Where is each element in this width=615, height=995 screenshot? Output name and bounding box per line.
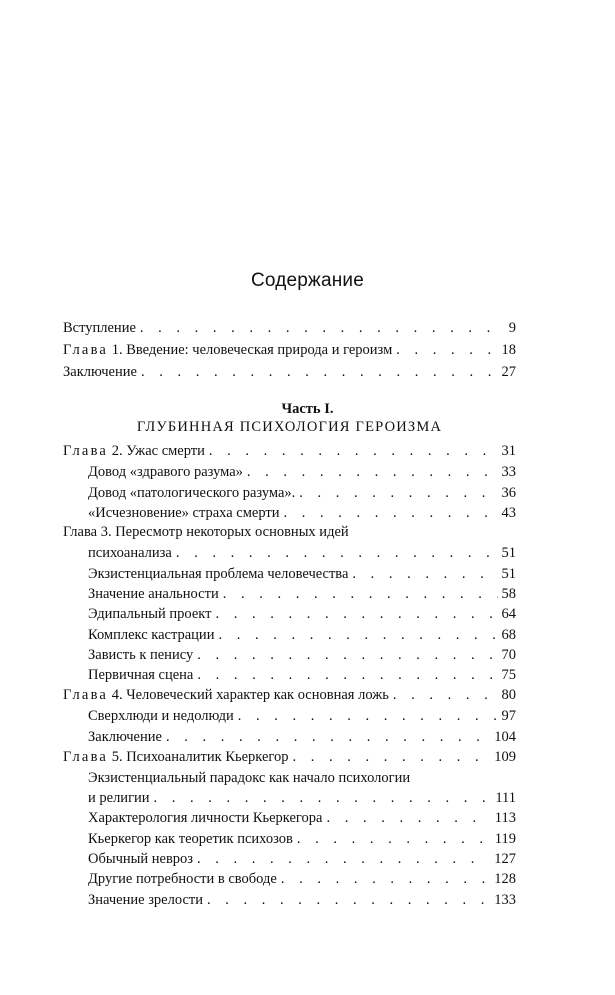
toc-entry-section[interactable] (88, 503, 516, 523)
toc-entry-section[interactable] (88, 808, 516, 828)
toc-entry-page: 27 (501, 364, 516, 380)
chapter-title: 4. Человеческий характер как основная ложь (108, 687, 389, 703)
toc-entry-label (63, 441, 205, 461)
leader-dots (176, 543, 498, 563)
chapter-prefix: Глава (63, 524, 98, 540)
toc-entry-section[interactable] (88, 665, 516, 685)
leader-dots (299, 483, 497, 503)
toc-entry-label: Кьеркегор как теоретик психозов (88, 831, 293, 847)
toc-entry-section[interactable] (88, 829, 516, 849)
toc-entry-page: 31 (501, 443, 516, 459)
toc-entry-page: 128 (494, 871, 516, 887)
toc-entry-page: 104 (494, 729, 516, 745)
leader-dots (140, 318, 505, 338)
chapter-title: 3. Пересмотр некоторых основных идей (97, 524, 349, 540)
toc-entry-page: 75 (501, 667, 516, 683)
toc-entry-page: 109 (494, 749, 516, 765)
leader-dots (396, 340, 497, 360)
toc-entry-label: Значение зрелости (88, 892, 203, 908)
toc-entry-page: 18 (501, 342, 516, 358)
leader-dots (197, 665, 497, 685)
toc-entry-intro[interactable] (63, 318, 516, 338)
toc-entry-label (63, 340, 392, 360)
toc-entry-label: «Исчезновение» страха смерти (88, 505, 280, 521)
leader-dots (209, 441, 498, 461)
toc-entry-label: и религии (88, 790, 150, 806)
toc-entry-chapter-4[interactable] (63, 685, 516, 705)
toc-entry-section[interactable] (88, 462, 516, 482)
toc-entry-page: 51 (501, 566, 516, 582)
toc-entry-page: 51 (501, 545, 516, 561)
toc-entry-label: Зависть к пенису (88, 647, 194, 663)
toc-entry-chapter-3-continuation[interactable] (88, 543, 516, 563)
toc-entry-conclusion[interactable] (63, 362, 516, 382)
leader-dots (247, 462, 498, 482)
toc-entry-label: Заключение (63, 364, 137, 380)
toc-entry-section[interactable] (88, 706, 516, 726)
toc-entry-label: Значение анальности (88, 586, 219, 602)
toc-entry-section[interactable] (88, 584, 516, 604)
toc-entry-label (63, 747, 289, 767)
toc-entry-label: Обычный невроз (88, 851, 194, 867)
chapter-title: 1. Введение: человеческая природа и героизм (108, 342, 393, 358)
toc-entry-label: психоанализа (88, 545, 172, 561)
toc-entry-page: 43 (501, 505, 516, 521)
page-title: Содержание (250, 270, 365, 291)
toc-entry-section-continuation[interactable] (88, 788, 516, 808)
toc-entry-section[interactable] (88, 890, 516, 910)
chapter-prefix: Глава (63, 749, 109, 765)
leader-dots (293, 747, 491, 767)
leader-dots (223, 584, 498, 604)
toc-entry-label: Характерология личности Кьеркегора (88, 810, 323, 826)
leader-dots (284, 503, 498, 523)
leader-dots (352, 564, 497, 584)
toc-entry-page: 133 (494, 892, 516, 908)
leader-dots (215, 604, 497, 624)
toc-entry-chapter-3[interactable] (63, 522, 516, 542)
toc-entry-section[interactable] (88, 869, 516, 889)
leader-dots (154, 788, 492, 808)
toc-entry-section[interactable] (88, 564, 516, 584)
leader-dots (218, 625, 497, 645)
chapter-prefix: Глава (63, 443, 109, 459)
part-title: ГЛУБИННАЯ ПСИХОЛОГИЯ ГЕРОИЗМА (136, 419, 443, 435)
toc-entry-page: 68 (501, 627, 516, 643)
leader-dots (393, 685, 498, 705)
chapter-prefix: Глава (63, 687, 109, 703)
toc-entry-section[interactable] (88, 604, 516, 624)
leader-dots (326, 808, 490, 828)
toc-entry-page: 111 (495, 790, 516, 806)
toc-entry-chapter-1[interactable] (63, 340, 516, 360)
leader-dots (166, 727, 490, 747)
toc-entry-label: Сверхлюди и недолюди (88, 708, 234, 724)
toc-entry-section[interactable] (88, 625, 516, 645)
toc-entry-section[interactable] (88, 645, 516, 665)
toc-entry-section[interactable] (88, 768, 516, 788)
leader-dots (238, 706, 498, 726)
leader-dots (207, 890, 490, 910)
toc-entry-page: 9 (508, 320, 516, 336)
toc-entry-label: Комплекс кастрации (88, 627, 215, 643)
toc-entry-label: Экзистенциальный парадокс как начало психологии (88, 770, 411, 786)
toc-entry-section[interactable] (88, 727, 516, 747)
toc-entry-label: Экзистенциальная проблема человечества (88, 566, 349, 582)
toc-entry-page: 127 (494, 851, 516, 867)
toc-entry-label (63, 522, 349, 542)
chapter-title: 5. Психоаналитик Кьеркегор (108, 749, 289, 765)
toc-entry-page: 36 (501, 485, 516, 501)
toc-entry-label: Вступление (63, 320, 136, 336)
toc-entry-page: 97 (501, 708, 516, 724)
toc-entry-page: 80 (501, 687, 516, 703)
toc-entry-page: 58 (501, 586, 516, 602)
toc-entry-section[interactable] (88, 849, 516, 869)
toc-entry-label: Заключение (88, 729, 162, 745)
toc-entry-label: Эдипальный проект (88, 606, 212, 622)
leader-dots (297, 829, 491, 849)
leader-dots (197, 849, 490, 869)
leader-dots (141, 362, 498, 382)
toc-entry-label: Первичная сцена (88, 667, 194, 683)
toc-entry-label: Довод «патологического разума». (88, 485, 296, 501)
toc-entry-chapter-5[interactable] (63, 747, 516, 767)
toc-entry-page: 64 (501, 606, 516, 622)
toc-entry-label: Другие потребности в свободе (88, 871, 277, 887)
toc-entry-label: Довод «здравого разума» (88, 464, 243, 480)
leader-dots (197, 645, 497, 665)
toc-entry-section[interactable] (88, 483, 516, 503)
toc-entry-chapter-2[interactable] (63, 441, 516, 461)
toc-entry-page: 113 (494, 810, 516, 826)
chapter-title: 2. Ужас смерти (108, 443, 205, 459)
chapter-prefix: Глава (63, 342, 109, 358)
leader-dots (281, 869, 490, 889)
toc-entry-label (63, 685, 389, 705)
toc-entry-page: 70 (501, 647, 516, 663)
toc-entry-page: 33 (501, 464, 516, 480)
part-label: Часть I. (281, 401, 334, 417)
toc-entry-page: 119 (494, 831, 516, 847)
